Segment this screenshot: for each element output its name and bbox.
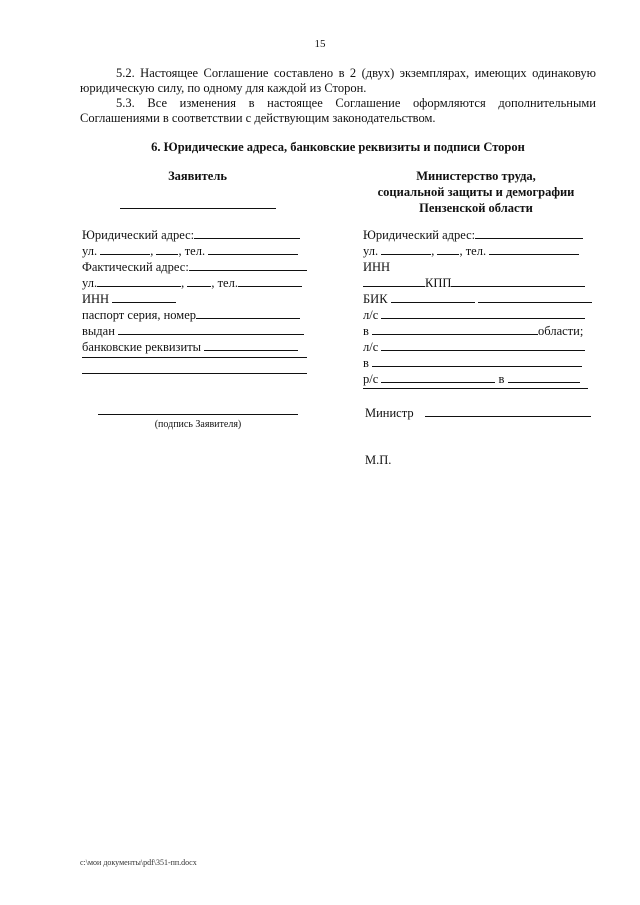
bik-label: БИК [363, 292, 388, 306]
ministry-tel-blank [489, 243, 579, 255]
ministry-street-label: ул. [363, 244, 379, 258]
ministry-title-line-3: Пензенской области [419, 201, 533, 215]
minister-signature [365, 405, 591, 421]
ministry-region [363, 323, 583, 339]
minister-label: Министр [365, 406, 414, 420]
issued-label: выдан [82, 324, 115, 338]
passport-label: паспорт серия, номер [82, 308, 196, 322]
seal-placeholder: М.П. [365, 453, 392, 467]
inn-value-blank [363, 275, 425, 287]
applicant-name-line [120, 208, 276, 209]
bik-blank-1 [391, 291, 475, 303]
ministry-legal-address [363, 227, 583, 243]
house-blank [156, 243, 178, 255]
kpp-label: КПП [425, 276, 452, 290]
inn-blank [112, 291, 176, 303]
page-number: 15 [314, 38, 326, 50]
bank-extra-line-1 [82, 357, 307, 358]
applicant-issued [82, 323, 304, 339]
applicant-title: Заявитель [168, 169, 227, 183]
house-blank-2 [187, 275, 211, 287]
bank-extra-line-2 [82, 373, 307, 374]
issued-blank [118, 323, 304, 335]
legal-address-blank [194, 227, 300, 239]
applicant-inn [82, 291, 176, 307]
street-label-2: ул. [82, 276, 98, 290]
ministry-v-2 [363, 355, 582, 371]
applicant-bank [82, 339, 298, 355]
ministry-extra-line [363, 388, 588, 389]
rs-label: р/с [363, 372, 379, 386]
bank-label: банковские реквизиты [82, 340, 202, 354]
ministry-title-line-1: Министерство труда, [416, 169, 536, 183]
ls-blank-2 [381, 339, 585, 351]
tel-blank-2 [238, 275, 302, 287]
bank-blank [204, 339, 298, 351]
kpp-blank [451, 275, 585, 287]
section-title: 6. Юридические адреса, банковские реквизиты и подписи Сторон [151, 140, 525, 154]
ministry-rs [363, 371, 580, 387]
street-blank-2 [97, 275, 181, 287]
tel-blank [208, 243, 298, 255]
ministry-title-line-2: социальной защиты и демографии [377, 185, 575, 199]
tel-label: тел. [184, 244, 206, 258]
ministry-street-blank [381, 243, 431, 255]
ls-label-2: л/с [363, 340, 379, 354]
region-blank [372, 323, 538, 335]
inn-label: ИНН [82, 292, 110, 306]
ls-blank [381, 307, 585, 319]
applicant-signature-caption: (подпись Заявителя) [154, 419, 242, 430]
applicant-passport [82, 307, 300, 323]
ministry-tel-label: тел. [465, 244, 487, 258]
ministry-bik [363, 291, 592, 307]
tel-label-2: тел. [217, 276, 238, 290]
actual-address-blank [189, 259, 307, 271]
applicant-legal-address [82, 227, 300, 243]
ministry-street-line: ул. , , тел. [363, 243, 579, 259]
applicant-street-line: ул. , , тел. [82, 243, 298, 259]
actual-address-label: Фактический адрес: [82, 260, 189, 274]
ls-label: л/с [363, 308, 379, 322]
street-blank [100, 243, 150, 255]
ministry-legal-address-label: Юридический адрес: [363, 228, 476, 242]
v-label: в [363, 324, 369, 338]
street-label: ул. [82, 244, 98, 258]
ministry-kpp [363, 275, 585, 291]
ministry-ls-2 [363, 339, 585, 355]
region-label: области; [538, 324, 584, 338]
applicant-street-line-2: ул. , , тел. [82, 275, 302, 291]
ministry-house-blank [437, 243, 459, 255]
minister-signature-line [425, 405, 591, 417]
file-path-footer: c:\мои документы\pdf\351-пп.docx [80, 858, 197, 867]
legal-address-label: Юридический адрес: [82, 228, 195, 242]
v-label-3: в [498, 372, 505, 386]
ministry-inn-label: ИНН [363, 260, 391, 274]
bik-blank-2 [478, 291, 592, 303]
rs-bank-blank [508, 371, 580, 383]
v-blank-2 [372, 355, 582, 367]
v-label-2: в [363, 356, 369, 370]
paragraph-5-2: 5.2. Настоящее Соглашение составлено в 2 (двух) экземплярах, имеющих одинаковую юридическую силу, по одному для каждой из Сторон. [80, 66, 596, 95]
applicant-actual-address [82, 259, 307, 275]
ministry-inn [363, 259, 390, 275]
ministry-ls [363, 307, 585, 323]
rs-blank [381, 371, 495, 383]
ministry-legal-address-blank [475, 227, 583, 239]
passport-blank [196, 307, 300, 319]
paragraph-5-3: 5.3. Все изменения в настоящее Соглашение оформляются дополнительными Соглашениями в соответствии с действующим законодательством. [80, 96, 596, 125]
applicant-signature-line [98, 414, 298, 415]
